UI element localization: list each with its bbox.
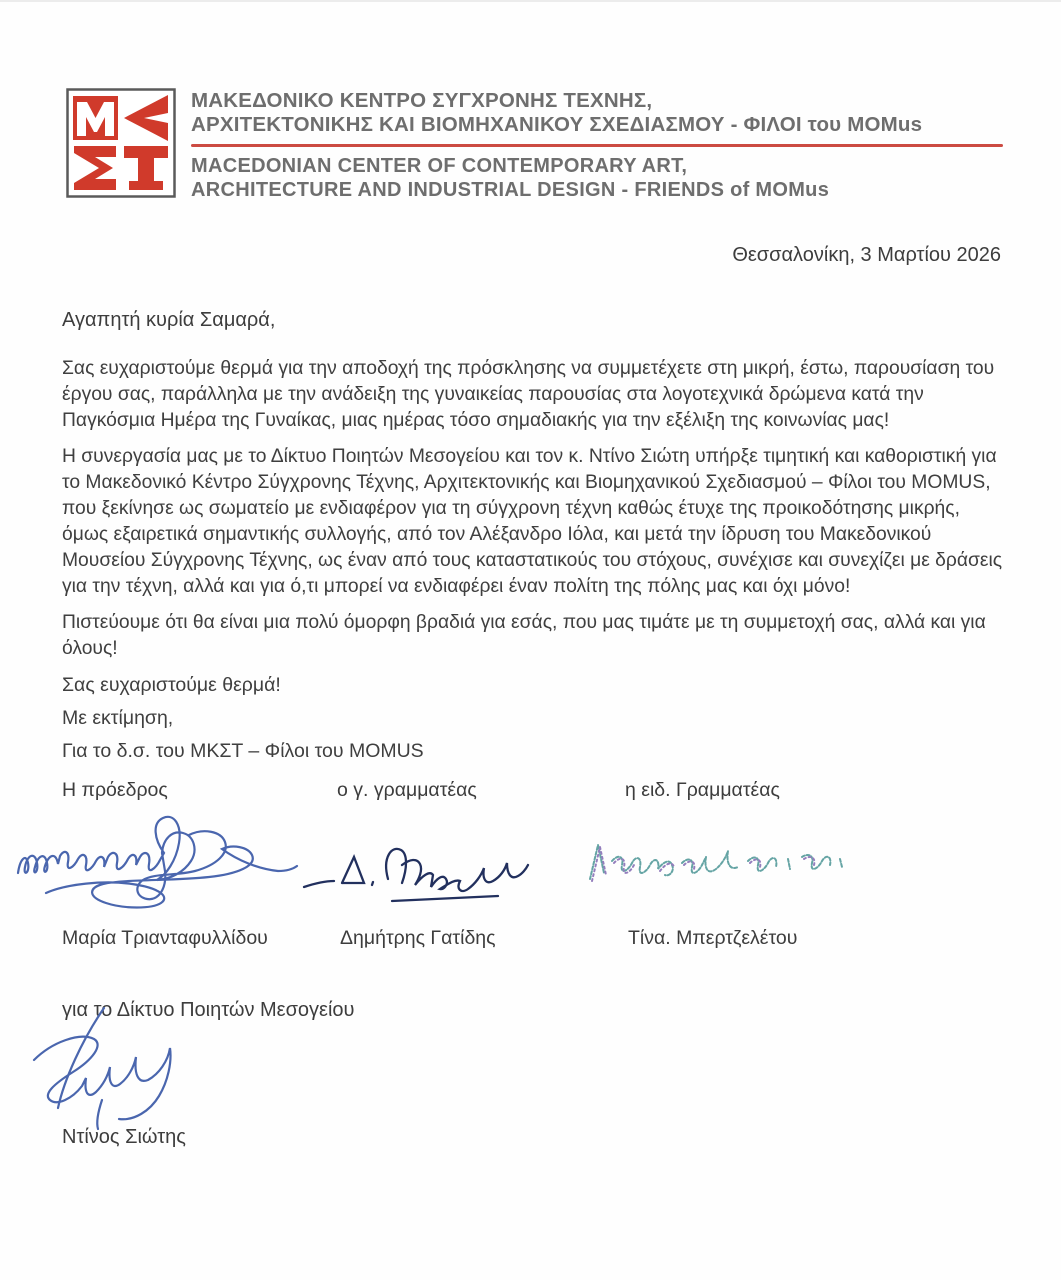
name-president: Μαρία Τριανταφυλλίδου — [62, 927, 268, 949]
name-general-secretary: Δημήτρης Γατίδης — [340, 927, 496, 949]
letter-body — [62, 356, 1005, 662]
paragraph-1: Σας ευχαριστούμε θερμά για την αποδοχή της πρόσκλησης να συμμετέχετε στη μικρή, έστω, παρουσίαση του έργου σας, παράλληλα με την ανάδειξη της γυναικείας παρουσίας στα λογοτεχνικά δρώμενα κατά την Παγκόσμια Ημέρα της Γυναίκας, μιας ημέρας τόσο σημαδιακής για την εξέλιξη της κοινωνίας μας! — [62, 358, 995, 431]
network-signatory-name: Ντίνος Σιώτης — [62, 1126, 186, 1148]
name-special-secretary: Τίνα. Μπερτζελέτου — [628, 927, 798, 949]
org-name-english-line2: ARCHITECTURE AND INDUSTRIAL DESIGN - FRIENDS of MOMus — [191, 179, 830, 201]
closing-regards: Με εκτίμηση, — [62, 707, 174, 729]
president-signature — [10, 809, 302, 923]
org-name-greek-line1: ΜΑΚΕΔΟΝΙΚΟ ΚΕΝΤΡΟ ΣΥΓΧΡΟΝΗΣ ΤΕΧΝΗΣ, — [191, 89, 653, 112]
general-secretary-signature — [300, 837, 532, 915]
org-name-english-line1: MACEDONIAN CENTER OF CONTEMPORARY ART, — [191, 155, 688, 177]
letterhead-divider — [191, 144, 1003, 147]
signatory-names-row — [62, 927, 1061, 953]
mkst-logo-icon — [66, 88, 176, 198]
network-for-line: για το Δίκτυο Ποιητών Μεσογείου — [62, 999, 355, 1021]
org-name-greek-line2: ΑΡΧΙΤΕΚΤΟΝΙΚΗΣ ΚΑΙ ΒΙΟΜΗΧΑΝΙΚΟΥ ΣΧΕΔΙΑΣΜΟΥ - ΦΙΛΟΙ του MOMus — [191, 113, 923, 136]
network-signature — [0, 1002, 1061, 1132]
signatures-area — [62, 805, 1061, 927]
closing-thanks: Σας ευχαριστούμε θερμά! — [62, 674, 281, 696]
signatory-roles-row — [62, 779, 1061, 805]
role-general-secretary: ο γ. γραμματέας — [337, 779, 477, 801]
role-president: Η πρόεδρος — [62, 779, 168, 801]
letterhead — [0, 2, 1061, 202]
paragraph-2: Η συνεργασία μας με το Δίκτυο Ποιητών Μεσογείου και τον κ. Ντίνο Σιώτη υπήρξε τιμητική και καθοριστική για το Μακεδονικό Κέντρο Σύγχρονης Τέχνης, Αρχιτεκτονικής και Βιομηχανικού Σχεδιασμού – Φίλοι του MOMUS, που ξεκίνησε ως σωματείο με ενδιαφέρον για τη σύγχρονη τέχνη καθώς έτυχε της προικοδότησης μικρής, όμως εξαιρετικά σημαντικής συλλογής, από τον Αλέξανδρο Ιόλα, και μετά την ίδρυση του Μακεδονικού Μουσείου Σύγχρονης Τέχνης, ως έναν από τους καταστατικούς του στόχους, συνέχισε και συνεχίζει με δράσεις για την τέχνη, αλλά και για ό,τι μπορεί να ενδιαφέρει έναν πολίτη της πόλης μας και όχι μόνο! — [62, 446, 1003, 597]
salutation: Αγαπητή κυρία Σαμαρά, — [62, 309, 276, 331]
closing-board-line: Για το δ.σ. του ΜΚΣΤ – Φίλοι του MOMUS — [62, 740, 424, 762]
special-secretary-signature — [582, 827, 854, 899]
dateline: Θεσσαλονίκη, 3 Μαρτίου 2026 — [732, 244, 1001, 266]
letterhead-text — [191, 88, 1003, 202]
paragraph-3: Πιστεύουμε ότι θα είναι μια πολύ όμορφη βραδιά για εσάς, που μας τιμάτε με τη συμμετοχή σας, αλλά και για όλους! — [62, 612, 986, 659]
role-special-secretary: η ειδ. Γραμματέας — [625, 779, 780, 801]
